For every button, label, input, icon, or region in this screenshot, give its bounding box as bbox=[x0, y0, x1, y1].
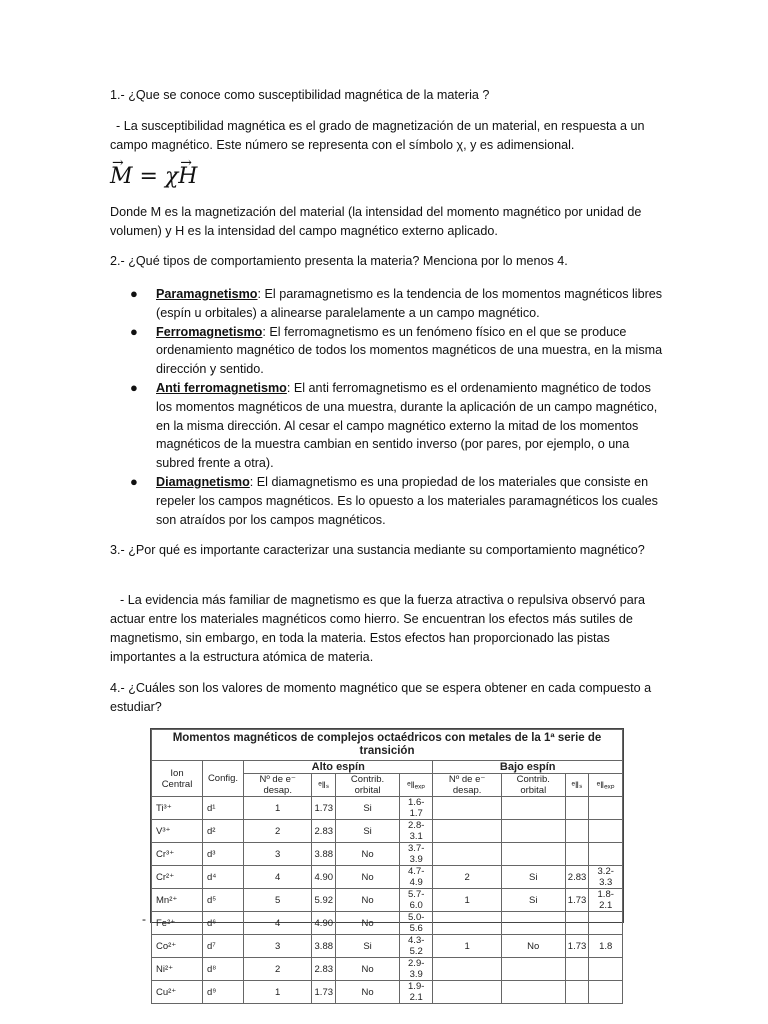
cell-hs-exp: 4.7-4.9 bbox=[399, 866, 432, 889]
term-separator: : bbox=[257, 287, 265, 301]
cell-config: d¹ bbox=[203, 797, 244, 820]
header-ls-exp: ᵉ‖ₑₓₚ bbox=[589, 774, 623, 797]
behaviour-list bbox=[130, 285, 665, 529]
cell-hs-orb: No bbox=[336, 866, 400, 889]
list-item bbox=[130, 285, 665, 323]
table-row bbox=[152, 843, 623, 866]
cell-hs-mu: 4.90 bbox=[312, 866, 336, 889]
cell-hs-n: 1 bbox=[244, 981, 312, 1004]
table-row bbox=[152, 935, 623, 958]
cell-hs-orb: Si bbox=[336, 820, 400, 843]
cell-config: d⁷ bbox=[203, 935, 244, 958]
bullet-icon: ● bbox=[130, 286, 138, 301]
cell-ls-orb bbox=[501, 912, 565, 935]
table-row bbox=[152, 912, 623, 935]
term-description: El diamagnetismo es una propiedad de los materiales que consiste en repeler los campos magnéticos. Es lo opuesto a los materiales paramagnéticos los cuales son atraídos por los campos magnéticos. bbox=[156, 474, 658, 527]
header-hs-mu: ᵉ‖ₛ bbox=[312, 774, 336, 797]
header-config: Config. bbox=[203, 761, 244, 797]
header-high-spin: Alto espín bbox=[244, 761, 433, 774]
cell-hs-mu: 2.83 bbox=[312, 820, 336, 843]
cell-hs-mu: 1.73 bbox=[312, 797, 336, 820]
question-1: 1.- ¿Que se conoce como susceptibilidad magnética de la materia ? bbox=[110, 88, 490, 102]
cell-ls-orb bbox=[501, 797, 565, 820]
answer-1: - La susceptibilidad magnética es el grado de magnetización de un material, en respuesta a un campo magnético. Este número se representa con el símbolo χ, y es adimensional. bbox=[110, 119, 645, 152]
header-ls-mu: ᵉ‖ₛ bbox=[565, 774, 589, 797]
cell-ls-mu bbox=[565, 820, 589, 843]
cell-hs-mu: 5.92 bbox=[312, 889, 336, 912]
cell-hs-mu: 3.88 bbox=[312, 935, 336, 958]
cell-hs-mu: 2.83 bbox=[312, 958, 336, 981]
cell-ls-exp: 1.8 bbox=[589, 935, 623, 958]
cell-ls-n bbox=[433, 797, 501, 820]
bullet-icon: ● bbox=[130, 323, 138, 339]
magnetic-moments-table bbox=[150, 728, 624, 1003]
term-separator: : bbox=[286, 380, 294, 395]
cell-ls-exp: 3.2-3.3 bbox=[589, 866, 623, 889]
cell-hs-exp: 3.7-3.9 bbox=[399, 843, 432, 866]
question-4: 4.- ¿Cuáles son los valores de momento magnético que se espera obtener en cada compuesto a estudiar? bbox=[110, 681, 652, 714]
header-ls-orbital: Contrib. orbital bbox=[501, 774, 565, 797]
cell-hs-exp: 2.9-3.9 bbox=[399, 958, 432, 981]
cell-ls-n: 2 bbox=[433, 866, 501, 889]
cell-ls-orb: Si bbox=[501, 866, 565, 889]
formula-equals: = bbox=[132, 164, 165, 189]
cell-hs-mu: 3.88 bbox=[312, 843, 336, 866]
term-separator: : bbox=[249, 474, 257, 489]
list-item bbox=[130, 323, 665, 379]
cell-hs-exp: 5.7-6.0 bbox=[399, 889, 432, 912]
cell-ls-orb bbox=[501, 843, 565, 866]
table-caption: Momentos magnéticos de complejos octaédricos con metales de la 1ª serie de transición bbox=[152, 730, 623, 761]
cell-ls-mu bbox=[565, 797, 589, 820]
cell-ls-n: 1 bbox=[433, 935, 501, 958]
term-label: Anti ferromagnetismo bbox=[156, 380, 287, 395]
cell-ls-exp bbox=[589, 981, 623, 1004]
cell-ls-orb: Si bbox=[501, 889, 565, 912]
cell-ls-mu: 1.73 bbox=[565, 935, 589, 958]
cell-ls-n bbox=[433, 981, 501, 1004]
cell-ls-mu: 1.73 bbox=[565, 889, 589, 912]
cell-hs-orb: No bbox=[336, 912, 400, 935]
cell-hs-orb: No bbox=[336, 958, 400, 981]
cell-ion: Mn²⁺ bbox=[152, 889, 203, 912]
answer-3: - La evidencia más familiar de magnetismo es que la fuerza atractiva o repulsiva observó para actuar entre los materiales magnéticos como hierro. Se encuentran los efectos más sutiles de magnetismo, sin embargo, en toda la materia. Estos efectos han proporcionado las pistas importantes a la estructura atómica de materia. bbox=[110, 593, 646, 664]
cell-ls-n bbox=[433, 912, 501, 935]
cell-hs-orb: Si bbox=[336, 797, 400, 820]
cell-ls-mu bbox=[565, 843, 589, 866]
cell-ls-exp bbox=[589, 958, 623, 981]
cell-ion: V³⁺ bbox=[152, 820, 203, 843]
cell-hs-n: 5 bbox=[244, 889, 312, 912]
cell-ion: Co²⁺ bbox=[152, 935, 203, 958]
cell-ls-orb bbox=[501, 958, 565, 981]
term-label: Ferromagnetismo bbox=[156, 324, 263, 339]
cell-ls-n bbox=[433, 820, 501, 843]
question-3: 3.- ¿Por qué es importante caracterizar una sustancia mediante su comportamiento magnético? bbox=[110, 543, 645, 557]
cell-ls-orb bbox=[501, 981, 565, 1004]
susceptibility-formula bbox=[110, 162, 197, 192]
cell-ion: Fe²⁺ bbox=[152, 912, 203, 935]
cell-ls-mu bbox=[565, 912, 589, 935]
term-description: El paramagnetismo es la tendencia de los momentos magnéticos libres (espín u orbitales) a alinearse paralelamente a un campo magnético. bbox=[156, 287, 663, 320]
header-hs-unpaired: Nº de e⁻ desap. bbox=[244, 774, 312, 797]
header-hs-exp: ᵉ‖ₑₓₚ bbox=[399, 774, 432, 797]
cell-hs-orb: No bbox=[336, 889, 400, 912]
cell-ls-n bbox=[433, 958, 501, 981]
cell-hs-mu: 1.73 bbox=[312, 981, 336, 1004]
cell-ls-n bbox=[433, 843, 501, 866]
cell-hs-exp: 5.0-5.6 bbox=[399, 912, 432, 935]
cell-ls-mu bbox=[565, 981, 589, 1004]
bullet-icon: ● bbox=[130, 473, 138, 489]
list-item bbox=[130, 379, 665, 473]
table-row bbox=[152, 889, 623, 912]
cell-ion: Ti³⁺ bbox=[152, 797, 203, 820]
cell-hs-n: 4 bbox=[244, 866, 312, 889]
cell-config: d⁹ bbox=[203, 981, 244, 1004]
cell-config: d⁴ bbox=[203, 866, 244, 889]
cell-ion: Ni²⁺ bbox=[152, 958, 203, 981]
header-low-spin: Bajo espín bbox=[433, 761, 623, 774]
cell-ion: Cr³⁺ bbox=[152, 843, 203, 866]
cell-ls-exp bbox=[589, 912, 623, 935]
table-row bbox=[152, 958, 623, 981]
cell-ls-exp bbox=[589, 843, 623, 866]
cell-config: d⁸ bbox=[203, 958, 244, 981]
cell-ls-n: 1 bbox=[433, 889, 501, 912]
formula-magnetization: → M bbox=[110, 162, 133, 192]
cell-config: d⁵ bbox=[203, 889, 244, 912]
cell-hs-orb: No bbox=[336, 981, 400, 1004]
header-ls-unpaired: Nº de e⁻ desap. bbox=[433, 774, 501, 797]
trailing-dash: - bbox=[142, 912, 146, 926]
term-separator: : bbox=[262, 324, 270, 339]
term-label: Diamagnetismo bbox=[156, 474, 250, 489]
cell-hs-exp: 4.3-5.2 bbox=[399, 935, 432, 958]
question-2: 2.- ¿Qué tipos de comportamiento presenta la materia? Menciona por lo menos 4. bbox=[110, 254, 568, 268]
term-description: El ferromagnetismo es un fenómeno físico en el que se produce ordenamiento magnético de todos los momentos magnéticos de una muestra, en la misma dirección y sentido. bbox=[156, 324, 663, 377]
cell-hs-orb: No bbox=[336, 843, 400, 866]
cell-hs-exp: 1.9-2.1 bbox=[399, 981, 432, 1004]
table-row bbox=[152, 797, 623, 820]
formula-explanation: Donde M es la magnetización del material (la intensidad del momento magnético por unidad de volumen) y H es la intensidad del campo magnético externo aplicado. bbox=[110, 205, 642, 238]
header-hs-orbital: Contrib. orbital bbox=[336, 774, 400, 797]
formula-chi: χ bbox=[164, 164, 179, 189]
cell-config: d⁶ bbox=[203, 912, 244, 935]
table-row bbox=[152, 866, 623, 889]
cell-ion: Cu²⁺ bbox=[152, 981, 203, 1004]
cell-ls-orb bbox=[501, 820, 565, 843]
cell-hs-exp: 1.6-1.7 bbox=[399, 797, 432, 820]
cell-ls-exp bbox=[589, 820, 623, 843]
bullet-icon: ● bbox=[130, 379, 138, 395]
cell-ls-exp: 1.8-2.1 bbox=[589, 889, 623, 912]
table-row bbox=[152, 820, 623, 843]
cell-hs-n: 4 bbox=[244, 912, 312, 935]
cell-ls-exp bbox=[589, 797, 623, 820]
cell-ls-mu: 2.83 bbox=[565, 866, 589, 889]
cell-ls-orb: No bbox=[501, 935, 565, 958]
term-description: El anti ferromagnetismo es el ordenamiento magnético de todos los momentos magnéticos de una muestra, durante la aplicación de un campo magnético, en la misma dirección. Al cesar el campo magnético externo la mitad de los momentos magnéticos de la muestra cambian en sentido inverso (por pares, por ejemplo, o una subred frente a otra). bbox=[156, 380, 658, 471]
cell-hs-n: 3 bbox=[244, 935, 312, 958]
cell-hs-orb: Si bbox=[336, 935, 400, 958]
term-label: Paramagnetismo bbox=[156, 287, 258, 301]
cell-hs-n: 3 bbox=[244, 843, 312, 866]
cell-ion: Cr²⁺ bbox=[152, 866, 203, 889]
cell-config: d² bbox=[203, 820, 244, 843]
cell-hs-n: 2 bbox=[244, 820, 312, 843]
cell-config: d³ bbox=[203, 843, 244, 866]
table-row bbox=[152, 981, 623, 1004]
list-item bbox=[130, 473, 665, 529]
cell-hs-exp: 2.8-3.1 bbox=[399, 820, 432, 843]
cell-hs-mu: 4.90 bbox=[312, 912, 336, 935]
cell-hs-n: 2 bbox=[244, 958, 312, 981]
header-ion: Ion Central bbox=[152, 761, 203, 797]
formula-field: → H bbox=[178, 162, 197, 192]
cell-ls-mu bbox=[565, 958, 589, 981]
cell-hs-n: 1 bbox=[244, 797, 312, 820]
